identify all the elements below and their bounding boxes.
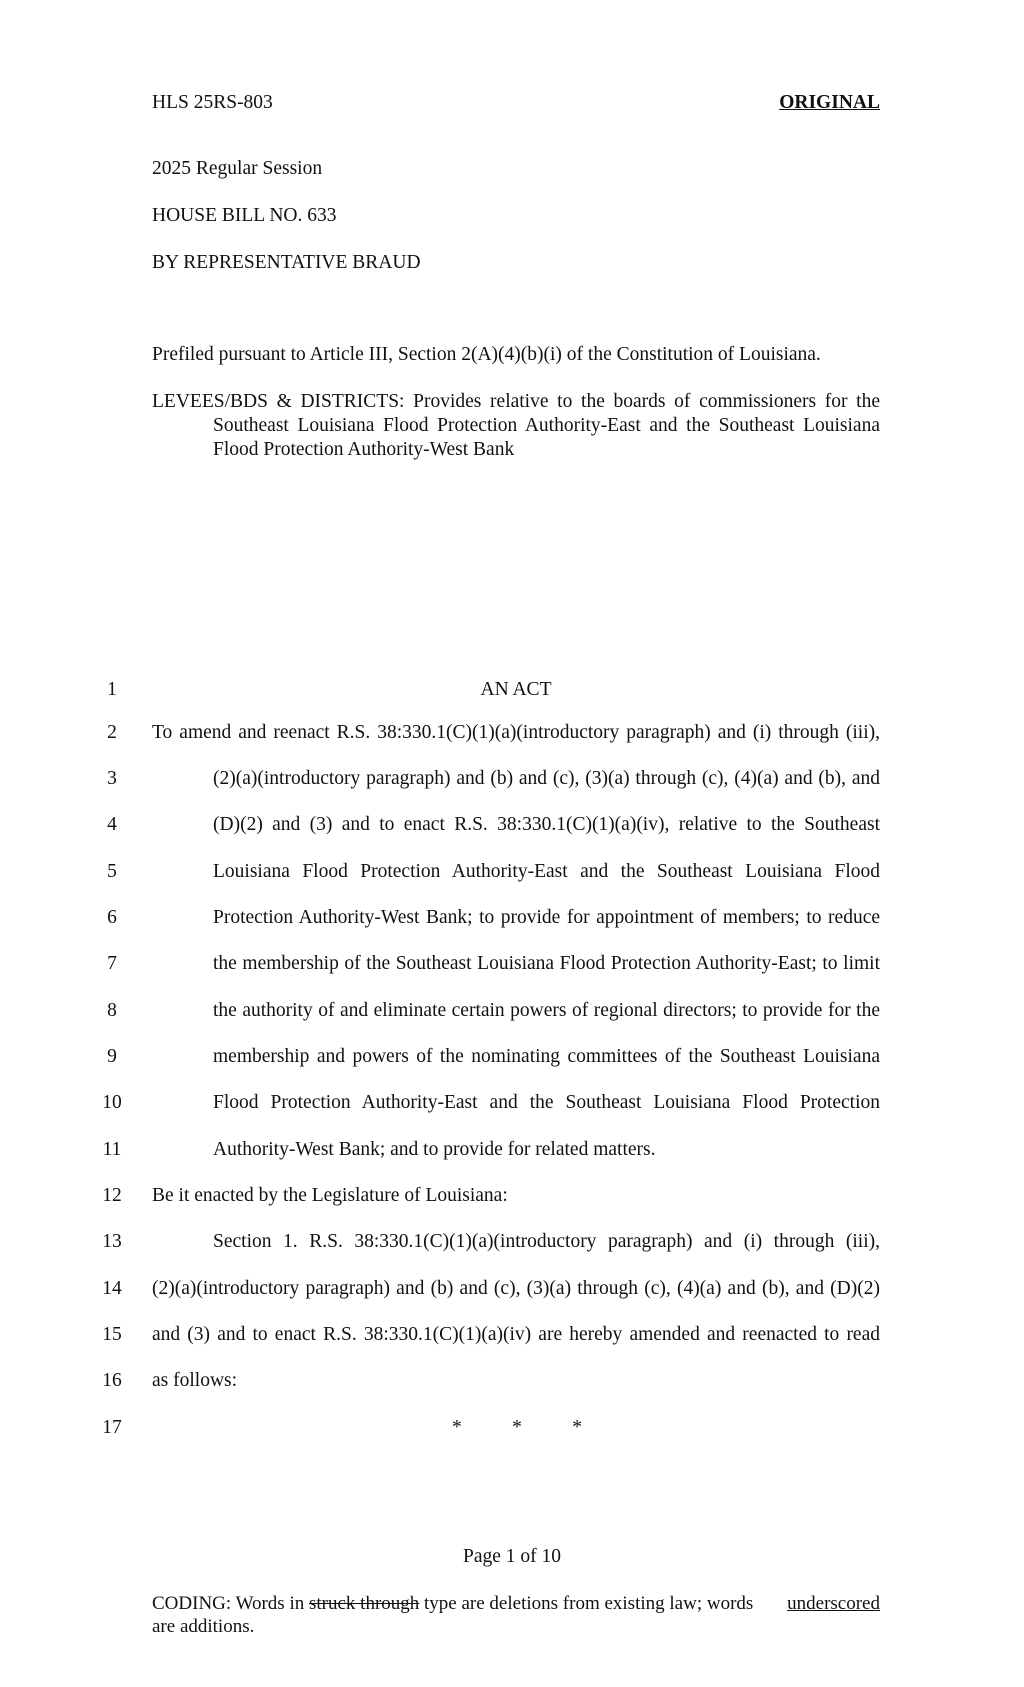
bill-number: HOUSE BILL NO. 633 [152, 205, 337, 226]
version-label: ORIGINAL [779, 92, 880, 113]
title-line: Authority-West Bank; and to provide for related matters. [213, 1139, 656, 1160]
line-number: 8 [107, 1000, 117, 1021]
title-line: the authority of and eliminate certain powers of regional directors; to provide for the [213, 1000, 880, 1021]
coding-struck-example: struck through [308, 1593, 420, 1614]
title-line: Louisiana Flood Protection Authority-East and the Southeast Louisiana Flood [213, 861, 880, 882]
line-number: 13 [102, 1231, 122, 1252]
bill-author: BY REPRESENTATIVE BRAUD [152, 252, 421, 273]
coding-end: are additions. [152, 1616, 255, 1637]
line-number: 7 [107, 953, 117, 974]
coding-prefix: CODING: Words in [152, 1593, 309, 1614]
star: * [572, 1417, 582, 1438]
line-number: 4 [107, 814, 117, 835]
coding-note [152, 1592, 880, 1638]
section-text-line: Section 1. R.S. 38:330.1(C)(1)(a)(introductory paragraph) and (i) through (iii), [213, 1231, 880, 1252]
line-number: 16 [102, 1370, 122, 1391]
line-number: 15 [102, 1324, 122, 1345]
section-text-line: as follows: [152, 1370, 238, 1391]
digest-continuation: Southeast Louisiana Flood Protection Authority-East and the Southeast Louisiana Flood Protection Authority-West Bank [213, 415, 880, 460]
line-number: 14 [102, 1278, 122, 1299]
title-line: Protection Authority-West Bank; to provide for appointment of members; to reduce [213, 907, 880, 928]
star: * [452, 1417, 462, 1438]
line-number: 5 [107, 861, 117, 882]
title-line: membership and powers of the nominating committees of the Southeast Louisiana [213, 1046, 880, 1067]
star: * [512, 1417, 522, 1438]
title-line: Flood Protection Authority-East and the Southeast Louisiana Flood Protection [213, 1092, 880, 1113]
line-number: 10 [102, 1092, 122, 1113]
line-number: 12 [102, 1185, 122, 1206]
title-line: the membership of the Southeast Louisiana Flood Protection Authority-East; to limit [213, 953, 880, 974]
document-code: HLS 25RS-803 [152, 92, 273, 113]
line-number: 9 [107, 1046, 117, 1067]
section-text-line: and (3) and to enact R.S. 38:330.1(C)(1)(a)(iv) are hereby amended and reenacted to read [152, 1324, 880, 1345]
enacting-clause: Be it enacted by the Legislature of Louisiana: [152, 1185, 508, 1206]
coding-middle: type are deletions from existing law; words [419, 1593, 754, 1614]
session-label: 2025 Regular Session [152, 158, 323, 179]
digest-first-line: LEVEES/BDS & DISTRICTS: Provides relative to the boards of commissioners for the [152, 391, 880, 412]
coding-underscored-example: underscored [787, 1593, 880, 1614]
line-number: 1 [107, 679, 117, 700]
line-number: 11 [102, 1139, 122, 1160]
act-heading: AN ACT [480, 679, 552, 700]
line-number: 3 [107, 768, 117, 789]
prefiled-note: Prefiled pursuant to Article III, Section 2(A)(4)(b)(i) of the Constitution of Louisiana. [152, 344, 821, 365]
line-number: 2 [107, 722, 117, 743]
line-number: 17 [102, 1417, 122, 1438]
section-text-line: (2)(a)(introductory paragraph) and (b) and (c), (3)(a) through (c), (4)(a) and (b), and (D)(2) [152, 1278, 880, 1299]
bill-digest [152, 390, 880, 462]
page-number: Page 1 of 10 [462, 1546, 562, 1567]
title-line: To amend and reenact R.S. 38:330.1(C)(1)(a)(introductory paragraph) and (i) through (iii), [152, 722, 880, 743]
line-number: 6 [107, 907, 117, 928]
omission-stars [452, 1417, 582, 1439]
title-line: (2)(a)(introductory paragraph) and (b) and (c), (3)(a) through (c), (4)(a) and (b), and [213, 768, 880, 789]
title-line: (D)(2) and (3) and to enact R.S. 38:330.1(C)(1)(a)(iv), relative to the Southeast [213, 814, 880, 835]
